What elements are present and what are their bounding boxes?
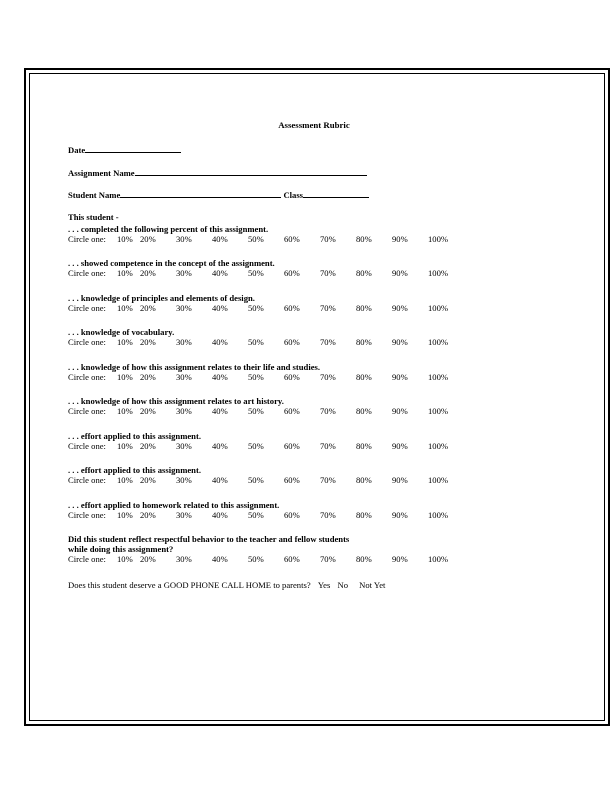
percent-option[interactable]: 50%	[248, 234, 264, 244]
percent-option[interactable]: 10%	[117, 475, 133, 485]
percent-option[interactable]: 10%	[117, 268, 133, 278]
percent-option[interactable]: 30%	[176, 337, 192, 347]
percent-option[interactable]: 40%	[212, 303, 228, 313]
percent-option[interactable]: 50%	[248, 475, 264, 485]
answer-no[interactable]: No	[337, 580, 348, 590]
percent-option[interactable]: 20%	[140, 372, 156, 382]
percent-option[interactable]: 60%	[284, 441, 300, 451]
circle-one-row	[68, 406, 568, 416]
question-heading: . . . knowledge of principles and elements of design.	[68, 293, 255, 303]
percent-option[interactable]: 30%	[176, 475, 192, 485]
percent-option[interactable]: 80%	[356, 510, 372, 520]
percent-option[interactable]: 70%	[320, 303, 336, 313]
percent-option[interactable]: 100%	[428, 234, 449, 244]
percent-option[interactable]: 30%	[176, 406, 192, 416]
answer-not-yet[interactable]: Not Yet	[359, 580, 386, 590]
percent-option[interactable]: 40%	[212, 268, 228, 278]
percent-option[interactable]: 90%	[392, 234, 408, 244]
percent-option[interactable]: 10%	[117, 406, 133, 416]
percent-option[interactable]: 90%	[392, 406, 408, 416]
question-heading-continued: while doing this assignment?	[68, 544, 174, 554]
percent-option[interactable]: 10%	[117, 441, 133, 451]
percent-option[interactable]: 20%	[140, 406, 156, 416]
class-line[interactable]	[303, 189, 369, 198]
circle-one-row	[68, 510, 568, 520]
circle-one-row	[68, 441, 568, 451]
date-label: Date	[68, 145, 86, 155]
circle-one-label: Circle one:	[68, 475, 106, 485]
assignment-name-field[interactable]	[68, 167, 367, 178]
percent-option[interactable]: 90%	[392, 303, 408, 313]
percent-option[interactable]: 70%	[320, 475, 336, 485]
percent-option[interactable]: 80%	[356, 303, 372, 313]
percent-option[interactable]: 20%	[140, 303, 156, 313]
percent-option[interactable]: 20%	[140, 268, 156, 278]
circle-one-row	[68, 372, 568, 382]
circle-one-row	[68, 234, 568, 244]
percent-option[interactable]: 60%	[284, 372, 300, 382]
intro-text: This student -	[68, 212, 119, 222]
question-heading: . . . knowledge of vocabulary.	[68, 327, 175, 337]
percent-option[interactable]: 20%	[140, 337, 156, 347]
percent-option[interactable]: 30%	[176, 234, 192, 244]
percent-option[interactable]: 20%	[140, 510, 156, 520]
circle-one-label: Circle one:	[68, 510, 106, 520]
percent-option[interactable]: 40%	[212, 554, 228, 564]
percent-option[interactable]: 100%	[428, 372, 449, 382]
percent-option[interactable]: 50%	[248, 406, 264, 416]
percent-option[interactable]: 100%	[428, 510, 449, 520]
percent-option[interactable]: 50%	[248, 372, 264, 382]
percent-option[interactable]: 90%	[392, 441, 408, 451]
percent-option[interactable]: 90%	[392, 475, 408, 485]
percent-option[interactable]: 30%	[176, 510, 192, 520]
question-heading: . . . effort applied to this assignment.	[68, 465, 201, 475]
percent-option[interactable]: 90%	[392, 268, 408, 278]
percent-option[interactable]: 10%	[117, 554, 133, 564]
page-title: Assessment Rubric	[278, 120, 350, 130]
percent-option[interactable]: 50%	[248, 268, 264, 278]
percent-option[interactable]: 30%	[176, 554, 192, 564]
percent-option[interactable]: 30%	[176, 372, 192, 382]
percent-option[interactable]: 70%	[320, 441, 336, 451]
circle-one-row	[68, 268, 568, 278]
percent-option[interactable]: 80%	[356, 234, 372, 244]
percent-option[interactable]: 50%	[248, 303, 264, 313]
question-heading: . . . showed competence in the concept of the assignment.	[68, 258, 275, 268]
percent-option[interactable]: 40%	[212, 406, 228, 416]
percent-option[interactable]: 100%	[428, 337, 449, 347]
percent-option[interactable]: 40%	[212, 337, 228, 347]
percent-option[interactable]: 20%	[140, 554, 156, 564]
percent-option[interactable]: 40%	[212, 510, 228, 520]
student-name-line[interactable]	[120, 189, 281, 198]
percent-option[interactable]: 50%	[248, 441, 264, 451]
circle-one-row	[68, 554, 568, 564]
percent-option[interactable]: 40%	[212, 372, 228, 382]
percent-option[interactable]: 90%	[392, 337, 408, 347]
percent-option[interactable]: 20%	[140, 475, 156, 485]
percent-option[interactable]: 20%	[140, 234, 156, 244]
percent-option[interactable]: 40%	[212, 234, 228, 244]
percent-option[interactable]: 50%	[248, 554, 264, 564]
percent-option[interactable]: 90%	[392, 510, 408, 520]
percent-option[interactable]: 70%	[320, 510, 336, 520]
student-name-label: Student Name	[68, 190, 121, 200]
percent-option[interactable]: 30%	[176, 441, 192, 451]
circle-one-row	[68, 337, 568, 347]
percent-option[interactable]: 50%	[248, 510, 264, 520]
percent-option[interactable]: 20%	[140, 441, 156, 451]
percent-option[interactable]: 80%	[356, 475, 372, 485]
percent-option[interactable]: 80%	[356, 554, 372, 564]
percent-option[interactable]: 60%	[284, 475, 300, 485]
percent-option[interactable]: 90%	[392, 554, 408, 564]
percent-option[interactable]: 100%	[428, 441, 449, 451]
question-heading: . . . knowledge of how this assignment relates to art history.	[68, 396, 284, 406]
percent-option[interactable]: 60%	[284, 234, 300, 244]
class-label: Class	[283, 190, 304, 200]
percent-option[interactable]: 80%	[356, 441, 372, 451]
assignment-name-label: Assignment Name	[68, 168, 135, 178]
percent-option[interactable]: 80%	[356, 406, 372, 416]
circle-one-label: Circle one:	[68, 268, 106, 278]
percent-option[interactable]: 70%	[320, 268, 336, 278]
question-heading: . . . effort applied to this assignment.	[68, 431, 201, 441]
percent-option[interactable]: 70%	[320, 234, 336, 244]
circle-one-label: Circle one:	[68, 554, 106, 564]
question-heading: . . . completed the following percent of this assignment.	[68, 224, 269, 234]
assignment-name-line[interactable]	[135, 167, 367, 176]
percent-option[interactable]: 100%	[428, 268, 449, 278]
student-class-field[interactable]	[68, 189, 369, 200]
final-question-text: Does this student deserve a GOOD PHONE CALL HOME to parents?	[68, 580, 311, 590]
percent-option[interactable]: 100%	[428, 554, 449, 564]
percent-option[interactable]: 80%	[356, 337, 372, 347]
question-heading: Did this student reflect respectful behavior to the teacher and fellow students	[68, 534, 350, 544]
percent-option[interactable]: 100%	[428, 303, 449, 313]
percent-option[interactable]: 80%	[356, 372, 372, 382]
question-heading: . . . knowledge of how this assignment relates to their life and studies.	[68, 362, 321, 372]
percent-option[interactable]: 70%	[320, 337, 336, 347]
percent-option[interactable]: 70%	[320, 372, 336, 382]
percent-option[interactable]: 10%	[117, 510, 133, 520]
final-question	[68, 580, 385, 590]
percent-option[interactable]: 60%	[284, 268, 300, 278]
circle-one-row	[68, 475, 568, 485]
circle-one-row	[68, 303, 568, 313]
percent-option[interactable]: 60%	[284, 510, 300, 520]
percent-option[interactable]: 80%	[356, 268, 372, 278]
circle-one-label: Circle one:	[68, 441, 106, 451]
circle-one-label: Circle one:	[68, 234, 106, 244]
percent-option[interactable]: 10%	[117, 372, 133, 382]
circle-one-label: Circle one:	[68, 337, 106, 347]
percent-option[interactable]: 10%	[117, 303, 133, 313]
percent-option[interactable]: 100%	[428, 406, 449, 416]
percent-option[interactable]: 70%	[320, 554, 336, 564]
percent-option[interactable]: 60%	[284, 337, 300, 347]
circle-one-label: Circle one:	[68, 372, 106, 382]
percent-option[interactable]: 70%	[320, 406, 336, 416]
date-line[interactable]	[85, 144, 181, 153]
circle-one-label: Circle one:	[68, 303, 106, 313]
date-field[interactable]	[68, 144, 181, 155]
percent-option[interactable]: 100%	[428, 475, 449, 485]
percent-option[interactable]: 10%	[117, 337, 133, 347]
percent-option[interactable]: 40%	[212, 475, 228, 485]
question-heading: . . . effort applied to homework related to this assignment.	[68, 500, 280, 510]
percent-option[interactable]: 60%	[284, 406, 300, 416]
percent-option[interactable]: 60%	[284, 303, 300, 313]
percent-option[interactable]: 30%	[176, 268, 192, 278]
percent-option[interactable]: 50%	[248, 337, 264, 347]
percent-option[interactable]: 40%	[212, 441, 228, 451]
percent-option[interactable]: 90%	[392, 372, 408, 382]
percent-option[interactable]: 30%	[176, 303, 192, 313]
circle-one-label: Circle one:	[68, 406, 106, 416]
percent-option[interactable]: 10%	[117, 234, 133, 244]
answer-yes[interactable]: Yes	[317, 580, 331, 590]
percent-option[interactable]: 60%	[284, 554, 300, 564]
